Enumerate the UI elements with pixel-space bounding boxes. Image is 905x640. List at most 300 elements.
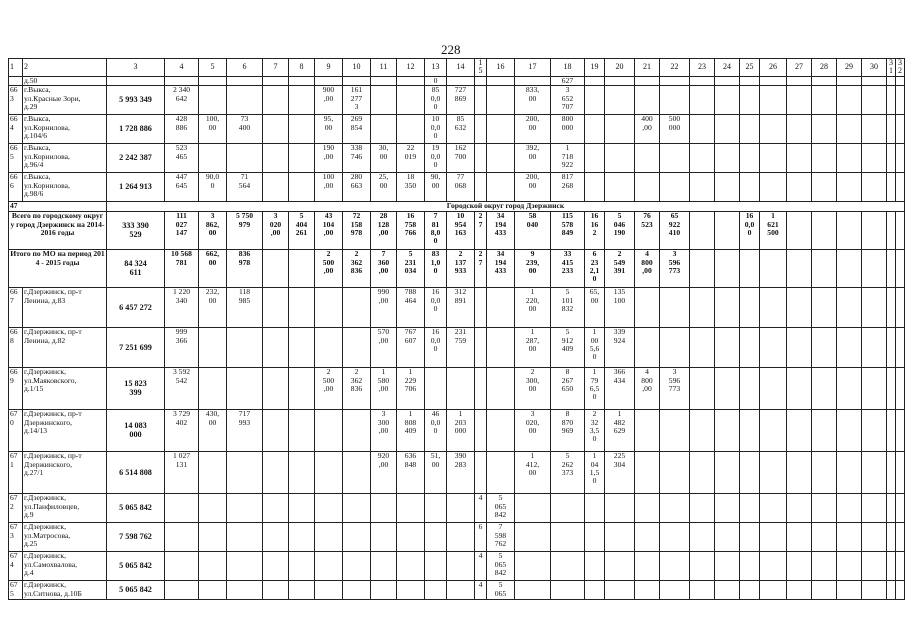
table-cell — [447, 494, 475, 523]
table-cell — [343, 328, 371, 368]
table-cell: 3 729 402 — [165, 410, 199, 452]
table-cell: 2 32 3,5 0 — [585, 410, 605, 452]
table-cell — [812, 212, 837, 250]
table-cell: 16 0,0 0 — [425, 328, 447, 368]
table-cell — [289, 452, 315, 494]
table-cell — [787, 115, 812, 144]
column-header: 5 — [199, 59, 227, 77]
table-cell: 2 362 836 — [343, 250, 371, 288]
table-row — [9, 115, 905, 144]
table-cell — [887, 494, 896, 523]
table-cell: 1 808 409 — [397, 410, 425, 452]
table-cell: 817 268 — [551, 173, 585, 202]
table-cell — [837, 552, 862, 581]
table-cell — [887, 115, 896, 144]
table-cell — [690, 368, 715, 410]
table-cell — [227, 581, 263, 600]
table-cell: 500 000 — [660, 115, 690, 144]
column-header: 23 — [690, 59, 715, 77]
table-cell — [475, 410, 487, 452]
table-cell — [690, 552, 715, 581]
table-cell — [9, 76, 23, 85]
table-cell: 16 16 2 — [585, 212, 605, 250]
table-cell — [397, 86, 425, 115]
table-cell — [227, 144, 263, 173]
table-cell — [896, 86, 905, 115]
table-cell — [787, 173, 812, 202]
table-cell — [585, 115, 605, 144]
table-cell: 30, 00 — [371, 144, 397, 173]
table-cell — [289, 250, 315, 288]
table-cell: 1 412, 00 — [515, 452, 551, 494]
table-cell — [740, 144, 760, 173]
table-cell: 900 ,00 — [315, 86, 343, 115]
table-cell — [447, 368, 475, 410]
table-cell: 1 203 000 — [447, 410, 475, 452]
table-cell: 1 00 5,6 0 — [585, 328, 605, 368]
table-cell — [263, 115, 289, 144]
column-header: 1 — [9, 59, 23, 77]
table-cell — [263, 523, 289, 552]
table-cell: 990 ,00 — [371, 288, 397, 328]
table-cell — [107, 76, 165, 85]
table-cell: 3 862, 00 — [199, 212, 227, 250]
table-cell — [862, 173, 887, 202]
table-cell — [425, 523, 447, 552]
table-cell: 7 360 ,00 — [371, 250, 397, 288]
table-cell: 4 — [475, 581, 487, 600]
table-cell — [585, 552, 605, 581]
column-header: 1 5 — [475, 59, 487, 77]
table-cell — [199, 328, 227, 368]
table-cell: 3 300 ,00 — [371, 410, 397, 452]
table-cell — [475, 328, 487, 368]
table-cell — [812, 523, 837, 552]
table-cell — [475, 452, 487, 494]
table-cell: 1 79 6,5 0 — [585, 368, 605, 410]
table-cell — [740, 173, 760, 202]
table-cell: 73 400 — [227, 115, 263, 144]
table-cell — [787, 523, 812, 552]
table-cell — [487, 328, 515, 368]
table-cell — [397, 115, 425, 144]
table-cell — [315, 452, 343, 494]
table-cell — [289, 523, 315, 552]
table-cell: 5 065 842 — [487, 552, 515, 581]
table-cell: 3 592 542 — [165, 368, 199, 410]
table-cell: 85 632 — [447, 115, 475, 144]
table-cell — [690, 581, 715, 600]
table-cell — [227, 452, 263, 494]
row-number: 67 4 — [9, 552, 23, 581]
table-cell — [165, 494, 199, 523]
table-cell: 161 277 3 — [343, 86, 371, 115]
table-cell — [862, 76, 887, 85]
table-cell — [887, 288, 896, 328]
table-cell: 58 040 — [515, 212, 551, 250]
row-number: 66 7 — [9, 288, 23, 328]
total-cell: 2 242 387 — [107, 144, 165, 173]
table-cell — [447, 76, 475, 85]
table-cell — [635, 288, 660, 328]
table-cell — [896, 115, 905, 144]
table-cell — [635, 494, 660, 523]
table-cell: 800 000 — [551, 115, 585, 144]
table-cell — [760, 523, 787, 552]
table-cell — [487, 115, 515, 144]
table-cell — [199, 523, 227, 552]
table-cell — [760, 288, 787, 328]
table-cell — [289, 288, 315, 328]
table-cell: 4 — [475, 552, 487, 581]
column-header: 29 — [837, 59, 862, 77]
table-cell: 523 465 — [165, 144, 199, 173]
column-header: 18 — [551, 59, 585, 77]
table-cell — [837, 452, 862, 494]
table-cell — [715, 328, 740, 368]
table-cell: 5 231 034 — [397, 250, 425, 288]
table-cell — [515, 552, 551, 581]
address-cell: г.Выкса, ул.Корнилова, д.98/6 — [23, 173, 107, 202]
table-cell: 269 854 — [343, 115, 371, 144]
table-cell — [515, 523, 551, 552]
table-cell — [199, 552, 227, 581]
table-cell — [862, 212, 887, 250]
table-cell: 6 23 2,1 0 — [585, 250, 605, 288]
table-cell — [690, 115, 715, 144]
table-cell — [199, 76, 227, 85]
table-cell — [165, 523, 199, 552]
table-cell: 9 239, 00 — [515, 250, 551, 288]
table-cell — [660, 452, 690, 494]
table-cell — [837, 523, 862, 552]
table-cell — [263, 86, 289, 115]
table-cell — [837, 328, 862, 368]
total-cell: 333 390 529 — [107, 212, 165, 250]
table-cell — [315, 410, 343, 452]
table-cell: 8 267 650 — [551, 368, 585, 410]
table-cell — [487, 76, 515, 85]
table-cell: 717 993 — [227, 410, 263, 452]
table-cell — [760, 328, 787, 368]
table-cell — [199, 86, 227, 115]
table-row — [9, 410, 905, 452]
address-cell: г.Дзержинск, ул.Маяковского, д.1/15 — [23, 368, 107, 410]
table-cell — [787, 452, 812, 494]
table-cell: 5 065 — [487, 581, 515, 600]
table-cell — [812, 328, 837, 368]
column-header: 9 — [315, 59, 343, 77]
table-cell — [837, 173, 862, 202]
row-number: 66 6 — [9, 173, 23, 202]
table-cell — [227, 86, 263, 115]
table-cell — [740, 76, 760, 85]
table-cell — [787, 410, 812, 452]
row-number: 67 1 — [9, 452, 23, 494]
table-cell — [690, 494, 715, 523]
table-cell — [896, 452, 905, 494]
table-cell: 34 194 433 — [487, 212, 515, 250]
table-cell — [227, 368, 263, 410]
table-cell — [862, 86, 887, 115]
table-cell — [397, 76, 425, 85]
column-header: 11 — [371, 59, 397, 77]
column-header: 28 — [812, 59, 837, 77]
table-cell: 200, 00 — [515, 173, 551, 202]
table-cell — [371, 494, 397, 523]
table-cell — [862, 410, 887, 452]
table-cell: 25, 00 — [371, 173, 397, 202]
table-cell — [289, 410, 315, 452]
table-cell — [715, 410, 740, 452]
table-cell — [887, 212, 896, 250]
table-cell — [812, 494, 837, 523]
table-cell — [487, 173, 515, 202]
table-cell: 3 020 ,00 — [263, 212, 289, 250]
address-cell: г.Выкса, ул.Красные Зори, д.29 — [23, 86, 107, 115]
table-cell: 1 718 922 — [551, 144, 585, 173]
table-cell: 65, 00 — [585, 288, 605, 328]
table-cell — [740, 115, 760, 144]
column-header: 17 — [515, 59, 551, 77]
table-cell — [690, 523, 715, 552]
table-cell: 22 019 — [397, 144, 425, 173]
table-cell: 3 596 773 — [660, 368, 690, 410]
table-cell: 836 978 — [227, 250, 263, 288]
table-cell — [760, 410, 787, 452]
table-cell: 1 580 ,00 — [371, 368, 397, 410]
table-cell — [605, 144, 635, 173]
table-cell — [551, 494, 585, 523]
table-cell — [760, 581, 787, 600]
table-cell: 90, 00 — [425, 173, 447, 202]
table-cell — [635, 581, 660, 600]
table-cell: 788 464 — [397, 288, 425, 328]
table-cell — [585, 144, 605, 173]
table-cell — [343, 552, 371, 581]
table-cell — [896, 410, 905, 452]
table-cell: 3 596 773 — [660, 250, 690, 288]
table-cell — [715, 523, 740, 552]
table-cell — [199, 494, 227, 523]
column-header: 25 — [740, 59, 760, 77]
table-cell — [199, 452, 227, 494]
table-cell — [812, 173, 837, 202]
table-cell — [837, 410, 862, 452]
table-cell — [660, 86, 690, 115]
row-number: 67 0 — [9, 410, 23, 452]
table-cell: 5 404 261 — [289, 212, 315, 250]
table-cell: 83 1,0 0 — [425, 250, 447, 288]
table-cell — [315, 76, 343, 85]
table-cell: 2 549 391 — [605, 250, 635, 288]
table-cell — [862, 288, 887, 328]
table-cell — [862, 523, 887, 552]
table-cell — [887, 328, 896, 368]
table-cell — [660, 523, 690, 552]
table-cell — [787, 552, 812, 581]
table-cell — [487, 452, 515, 494]
total-cell: 6 457 272 — [107, 288, 165, 328]
table-cell — [787, 86, 812, 115]
table-cell — [289, 76, 315, 85]
table-cell — [289, 328, 315, 368]
table-cell — [760, 552, 787, 581]
column-header: 19 — [585, 59, 605, 77]
table-cell — [263, 288, 289, 328]
table-cell — [812, 86, 837, 115]
table-cell — [263, 173, 289, 202]
table-cell — [635, 328, 660, 368]
table-cell — [740, 494, 760, 523]
row-number: 66 5 — [9, 144, 23, 173]
table-cell — [487, 368, 515, 410]
table-cell — [289, 581, 315, 600]
table-cell: 46 0,0 0 — [425, 410, 447, 452]
table-cell — [787, 581, 812, 600]
table-cell — [896, 76, 905, 85]
table-cell — [887, 173, 896, 202]
table-cell: 72 158 978 — [343, 212, 371, 250]
address-cell: г.Выкса, ул.Корнилова, д.104/6 — [23, 115, 107, 144]
table-cell — [263, 368, 289, 410]
table-cell — [605, 173, 635, 202]
table-cell — [475, 288, 487, 328]
table-cell — [787, 250, 812, 288]
table-cell: 662, 00 — [199, 250, 227, 288]
table-cell: 390 283 — [447, 452, 475, 494]
table-cell: 19 0,0 0 — [425, 144, 447, 173]
table-cell — [165, 552, 199, 581]
table-cell: 7 81 8,0 0 — [425, 212, 447, 250]
table-cell — [289, 86, 315, 115]
table-cell — [715, 76, 740, 85]
total-cell: 5 065 842 — [107, 552, 165, 581]
table-cell: 16 0,0 0 — [425, 288, 447, 328]
table-cell — [397, 552, 425, 581]
address-cell: г.Дзержинск, ул.Ситнова, д.10Б — [23, 581, 107, 600]
table-cell: 428 886 — [165, 115, 199, 144]
table-cell — [227, 76, 263, 85]
column-header: 30 — [862, 59, 887, 77]
table-row — [9, 173, 905, 202]
table-cell — [896, 581, 905, 600]
district-number: 47 — [9, 202, 107, 212]
table-cell: 115 578 849 — [551, 212, 585, 250]
table-cell: 4 800 ,00 — [635, 250, 660, 288]
table-cell: 16 758 766 — [397, 212, 425, 250]
summary-row — [9, 212, 905, 250]
table-cell: 10 568 781 — [165, 250, 199, 288]
table-cell — [660, 328, 690, 368]
table-cell — [887, 250, 896, 288]
table-cell — [715, 368, 740, 410]
table-cell — [475, 115, 487, 144]
table-cell — [397, 523, 425, 552]
table-cell — [371, 76, 397, 85]
table-cell — [263, 250, 289, 288]
page-number: 228 — [441, 42, 461, 57]
table-cell — [690, 76, 715, 85]
table-cell — [343, 494, 371, 523]
table-cell — [760, 86, 787, 115]
table-cell — [199, 368, 227, 410]
table-cell — [812, 250, 837, 288]
table-cell — [635, 523, 660, 552]
table-cell — [605, 76, 635, 85]
table-cell: 33 415 233 — [551, 250, 585, 288]
table-cell: 162 700 — [447, 144, 475, 173]
column-header: 14 — [447, 59, 475, 77]
table-cell — [199, 144, 227, 173]
table-cell — [343, 410, 371, 452]
table-cell — [887, 144, 896, 173]
table-cell — [896, 523, 905, 552]
table-cell — [862, 250, 887, 288]
table-cell: 627 — [551, 76, 585, 85]
table-cell: 280 663 — [343, 173, 371, 202]
table-cell: 5 046 190 — [605, 212, 635, 250]
table-cell — [740, 288, 760, 328]
table-cell: 51, 00 — [425, 452, 447, 494]
table-cell — [690, 288, 715, 328]
table-cell — [887, 86, 896, 115]
table-cell — [862, 494, 887, 523]
table-cell: 43 104 ,00 — [315, 212, 343, 250]
table-cell — [263, 144, 289, 173]
table-cell — [837, 368, 862, 410]
table-cell — [635, 410, 660, 452]
table-cell — [425, 581, 447, 600]
table-cell: 76 523 — [635, 212, 660, 250]
table-cell — [812, 144, 837, 173]
table-cell — [315, 288, 343, 328]
table-cell — [787, 494, 812, 523]
table-cell: 1 220 340 — [165, 288, 199, 328]
table-cell — [837, 212, 862, 250]
column-header: 20 — [605, 59, 635, 77]
table-cell — [635, 552, 660, 581]
table-cell: 10 0,0 0 — [425, 115, 447, 144]
table-cell — [787, 212, 812, 250]
table-cell — [812, 452, 837, 494]
table-cell: 3 652 707 — [551, 86, 585, 115]
table-cell — [371, 86, 397, 115]
table-cell — [887, 410, 896, 452]
table-cell: 2 500 ,00 — [315, 250, 343, 288]
table-cell: 85 0,0 0 — [425, 86, 447, 115]
table-cell — [551, 581, 585, 600]
table-row — [9, 288, 905, 328]
table-cell: 232, 00 — [199, 288, 227, 328]
table-cell: 100 ,00 — [315, 173, 343, 202]
table-cell — [690, 250, 715, 288]
address-cell: г.Выкса, ул.Корнилова, д.96/4 — [23, 144, 107, 173]
table-cell — [605, 86, 635, 115]
table-cell: 1 229 706 — [397, 368, 425, 410]
table-cell — [289, 115, 315, 144]
table-cell — [760, 368, 787, 410]
table-cell — [487, 86, 515, 115]
table-cell — [343, 288, 371, 328]
table-cell — [740, 523, 760, 552]
table-cell — [605, 494, 635, 523]
table-cell — [263, 552, 289, 581]
column-header: 8 — [289, 59, 315, 77]
table-cell — [635, 452, 660, 494]
column-header: 22 — [660, 59, 690, 77]
table-cell — [515, 494, 551, 523]
